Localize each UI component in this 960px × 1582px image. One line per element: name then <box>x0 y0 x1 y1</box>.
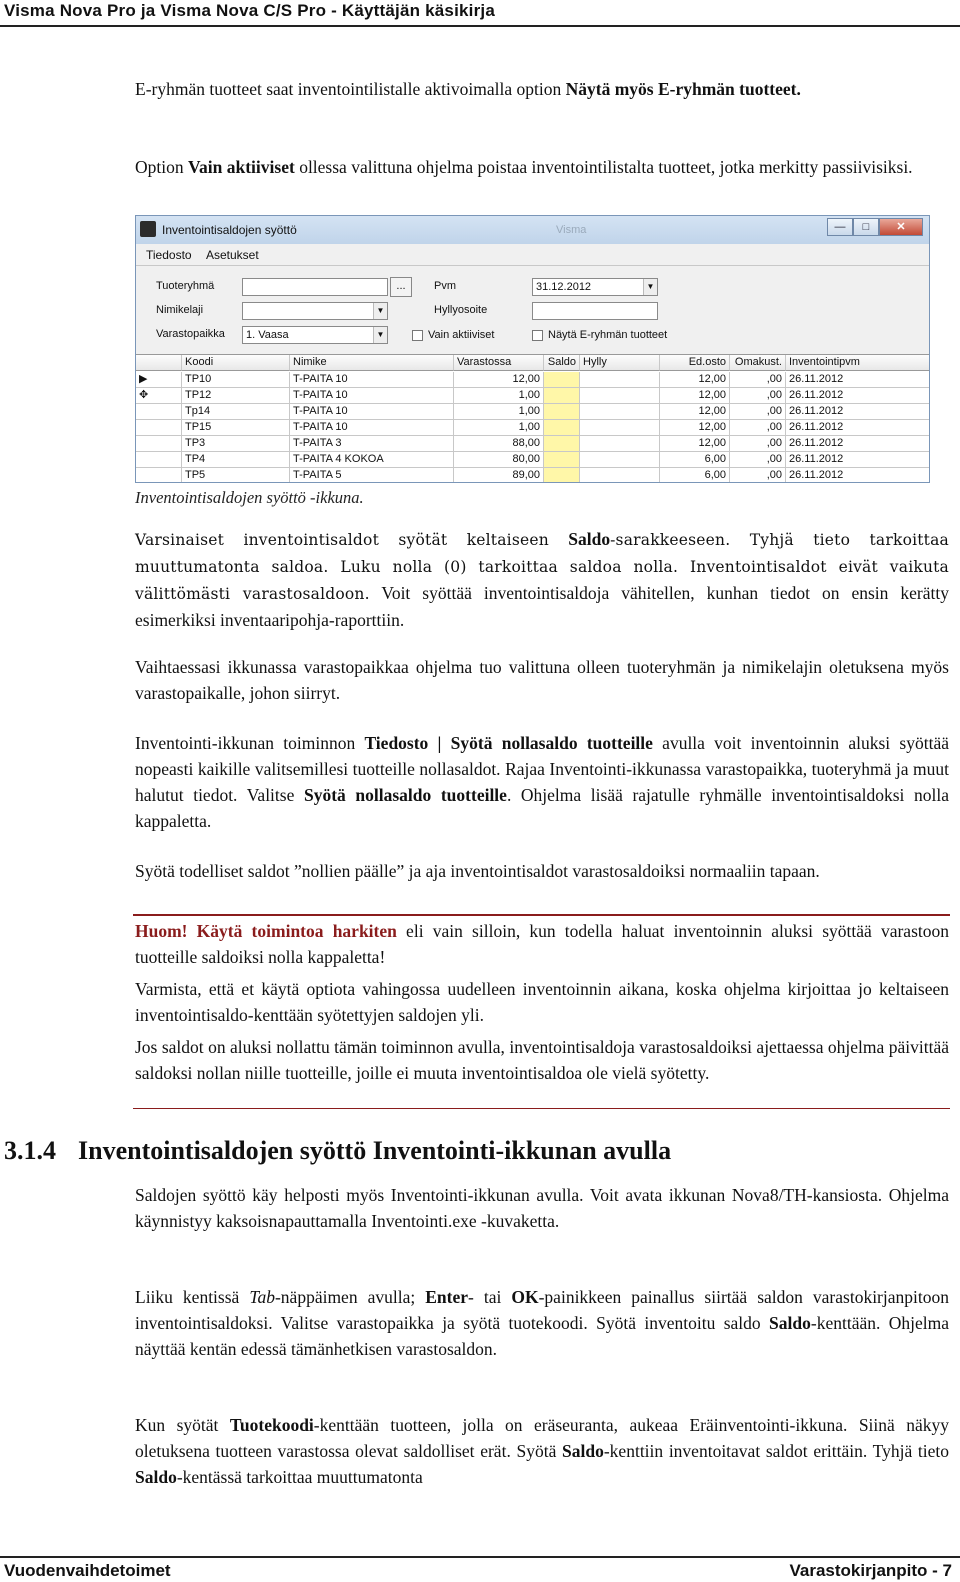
cell-saldo[interactable] <box>544 404 580 420</box>
paragraph-zero-saldo <box>135 730 949 834</box>
section-number: 3.1.4 <box>4 1136 56 1165</box>
cell-marker <box>136 468 182 483</box>
cell-code: TP3 <box>182 436 290 452</box>
figure-caption: Inventointisaldojen syöttö -ikkuna. <box>135 488 364 507</box>
cell-stock: 88,00 <box>454 436 544 452</box>
paragraph-verify: Varmista, että et käytä optiota vahingossa uudelleen inventoinnin aikana, koska ohjelma kirjoittaa jo keltaiseen inventointisaldo-kenttään syötettyjen saldojen yli. <box>135 979 949 1025</box>
cell-shelf <box>580 468 660 483</box>
text: ollessa valittuna ohjelma poistaa inventointilistalta tuotteet, jotka merkitty passiivisiksi. <box>294 157 913 177</box>
label-item-type: Nimikelaji <box>156 304 204 316</box>
button-name: OK <box>511 1287 539 1307</box>
text: -kenttään. Ohjelma näyttää kentän edessä tämänhetkisen varastosaldon. <box>135 1313 949 1359</box>
cell-stock: 80,00 <box>454 452 544 468</box>
item-type-select[interactable] <box>242 302 388 320</box>
show-e-group-checkbox[interactable] <box>532 330 543 341</box>
cell-code: TP15 <box>182 420 290 436</box>
grid-header <box>136 355 929 371</box>
text: Inventointi-ikkunan toiminnon <box>135 733 365 753</box>
cell-shelf <box>580 388 660 404</box>
cell-saldo[interactable] <box>544 388 580 404</box>
product-group-field[interactable] <box>242 278 388 296</box>
cell-shelf <box>580 436 660 452</box>
label-active-only: Vain aktiiviset <box>428 329 495 341</box>
key-name: Enter <box>425 1287 469 1307</box>
dropdown-arrow-icon: ▼ <box>643 279 657 295</box>
cell-stock: 1,00 <box>454 404 544 420</box>
inventory-window-screenshot <box>135 215 930 483</box>
table-row[interactable] <box>136 452 929 468</box>
cell-shelf <box>580 372 660 388</box>
menu-settings[interactable]: Asetukset <box>206 248 259 262</box>
cell-stock: 1,00 <box>454 420 544 436</box>
text: -painikkeen painallus siirtää saldon varastokirjanpitoon inventointisaldoksi. Valitse varastopaikka ja syötä tuotekoodi. Syötä inventoitu saldo <box>135 1287 949 1333</box>
field-name: Saldo <box>769 1313 811 1333</box>
text: Voit syöttää inventointisaldoja vähitellen, kunhan tiedot on ensin kerätty esimerkiksi inventaaripohja-raporttiin. <box>135 583 949 630</box>
paragraph-enter-real-saldo: Syötä todelliset saldot ”nollien päälle” ja aja inventointisaldot varastosaldoiksi normaaliin tapaan. <box>135 861 820 881</box>
paragraph-navigation <box>135 1284 949 1362</box>
paragraph-e-group <box>135 76 949 102</box>
paragraph-location-change: Vaihtaessasi ikkunassa varastopaikkaa ohjelma tuo valittuna olleen tuoteryhmän ja nimikelajin oletuksena myös varastopaikalle, johon siirryt. <box>135 657 949 703</box>
header-title: Visma Nova Pro ja Visma Nova C/S Pro - Käyttäjän käsikirja <box>4 1 495 20</box>
cell-saldo[interactable] <box>544 452 580 468</box>
cell-code: TP10 <box>182 372 290 388</box>
text: Liiku kentissä <box>135 1287 250 1307</box>
paragraph-zeroed: Jos saldot on aluksi nollattu tämän toiminnon avulla, inventointisaldoja varastosaldoiksi ajettaessa ohjelma päivittää saldoksi nollan niille tuotteille, joille ei muuta inventointisaldoa ole vielä syötetty. <box>135 1037 949 1083</box>
cell-cost: ,00 <box>730 388 786 404</box>
inventory-grid <box>136 354 929 483</box>
cell-date: 26.11.2012 <box>786 452 930 468</box>
dropdown-arrow-icon: ▼ <box>373 303 387 319</box>
paragraph-inventory-window: Saldojen syöttö käy helposti myös Inventointi-ikkunan avulla. Voit avata ikkunan Nova8/TH-kansiosta. Ohjelma käynnistyy kaksoisnapauttamalla Inventointi.exe -kuvaketta. <box>135 1185 949 1231</box>
cell-saldo[interactable] <box>544 372 580 388</box>
background-window-title: Visma <box>556 224 587 236</box>
text: E-ryhmän tuotteet saat inventointilistalle aktivoimalla option <box>135 79 566 99</box>
label-shelf: Hyllyosoite <box>434 304 488 316</box>
paragraph-active-only <box>135 154 949 180</box>
cell-last: 12,00 <box>660 372 730 388</box>
text: Option <box>135 157 188 177</box>
section-title: Inventointisaldojen syöttö Inventointi-ikkunan avulla <box>78 1136 672 1165</box>
label-show-e-group: Näytä E-ryhmän tuotteet <box>548 329 668 341</box>
text: -kentässä tarkoittaa muuttumatonta <box>176 1467 423 1487</box>
field-name: Saldo <box>135 1467 177 1487</box>
warning-huom <box>135 918 949 970</box>
cell-name: T-PAITA 10 <box>290 388 454 404</box>
cell-cost: ,00 <box>730 452 786 468</box>
col-name[interactable]: Nimike <box>290 355 454 371</box>
paragraph-batch <box>135 1412 949 1490</box>
text: -näppäimen avulla; <box>274 1287 426 1307</box>
cell-date: 26.11.2012 <box>786 468 930 483</box>
cell-name: T-PAITA 10 <box>290 404 454 420</box>
section-heading <box>4 1136 671 1166</box>
cell-saldo[interactable] <box>544 420 580 436</box>
cell-last: 12,00 <box>660 388 730 404</box>
cell-shelf <box>580 404 660 420</box>
col-code[interactable]: Koodi <box>182 355 290 371</box>
cell-date: 26.11.2012 <box>786 372 930 388</box>
option-name: Vain aktiiviset <box>188 157 295 177</box>
cell-name: T-PAITA 10 <box>290 372 454 388</box>
menubar <box>136 244 929 266</box>
cell-date: 26.11.2012 <box>786 388 930 404</box>
footer-right: Varastokirjanpito - 7 <box>789 1561 952 1580</box>
cell-marker: ✥ <box>136 388 182 404</box>
date-value: 31.12.2012 <box>536 281 592 293</box>
cell-cost: ,00 <box>730 468 786 483</box>
cell-stock: 89,00 <box>454 468 544 483</box>
cell-date: 26.11.2012 <box>786 420 930 436</box>
cell-date: 26.11.2012 <box>786 436 930 452</box>
cell-shelf <box>580 452 660 468</box>
label-product-group: Tuoteryhmä <box>156 280 215 292</box>
cell-marker: ▶ <box>136 372 182 388</box>
col-saldo[interactable]: Saldo <box>544 355 580 371</box>
text: -sarakkeeseen. Tyhjä tieto tarkoittaa muuttumatonta saldoa. Luku nolla (0) tarkoittaa saldoa nolla. Inventointisaldot eivät vaikuta välittömästi varastosaldoon. <box>135 531 949 603</box>
window-title: Inventointisaldojen syöttö <box>162 223 297 237</box>
col-cost[interactable]: Omakust. <box>730 355 786 371</box>
cell-last: 12,00 <box>660 404 730 420</box>
cell-stock: 12,00 <box>454 372 544 388</box>
cell-marker <box>136 436 182 452</box>
menu-file[interactable]: Tiedosto <box>146 248 192 262</box>
text: - tai <box>468 1287 512 1307</box>
cell-name: T-PAITA 4 KOKOA <box>290 452 454 468</box>
browse-button[interactable]: ... <box>390 277 412 297</box>
cell-last: 6,00 <box>660 452 730 468</box>
table-row[interactable] <box>136 436 929 452</box>
table-row[interactable] <box>136 404 929 420</box>
text: -kenttään tuotteen, jolla on eräseuranta, aukeaa Eräinventointi-ikkuna. Siinä näkyy oletuksena tuotteen varastossa olevat saldolliset erät. Syötä <box>135 1415 949 1461</box>
label-location: Varastopaikka <box>156 328 225 340</box>
cell-date: 26.11.2012 <box>786 404 930 420</box>
column-name: Saldo <box>568 529 611 549</box>
cell-code: TP12 <box>182 388 290 404</box>
maximize-button[interactable]: □ <box>853 218 879 236</box>
footer-left: Vuodenvaihdetoimet <box>4 1561 171 1580</box>
cell-cost: ,00 <box>730 436 786 452</box>
option-name: Näytä myös E-ryhmän tuotteet. <box>565 79 801 99</box>
warning-label: Huom! Käytä toimintoa harkiten <box>135 921 397 941</box>
command-name: Syötä nollasaldo tuotteille <box>303 785 507 805</box>
active-only-checkbox[interactable] <box>412 330 423 341</box>
location-value: 1. Vaasa <box>246 329 289 341</box>
table-row[interactable] <box>136 388 929 404</box>
cell-last: 12,00 <box>660 420 730 436</box>
paragraph-saldo <box>135 526 949 633</box>
text: . Ohjelma lisää rajatulle ryhmälle inventointisaldoksi nolla kappaletta. <box>135 785 949 831</box>
col-last-purchase[interactable]: Ed.osto <box>660 355 730 371</box>
text: avulla voit inventoinnin aluksi syöttää nopeasti kaikille valitsemillesi tuotteille nollasaldot. Rajaa Inventointi-ikkunassa varastopaikka, tuoteryhmä ja muut halutut tiedot. Valitse <box>135 733 949 805</box>
table-row[interactable] <box>136 372 929 388</box>
page-footer <box>0 1556 960 1582</box>
cell-name: T-PAITA 5 <box>290 468 454 483</box>
table-row[interactable] <box>136 468 929 483</box>
location-select[interactable] <box>242 326 388 344</box>
shelf-field[interactable] <box>532 302 658 320</box>
cell-last: 12,00 <box>660 436 730 452</box>
app-icon <box>140 221 156 237</box>
cell-cost: ,00 <box>730 372 786 388</box>
field-name: Saldo <box>562 1441 604 1461</box>
cell-saldo[interactable] <box>544 468 580 483</box>
window-controls <box>827 218 923 236</box>
text: -kenttiin inventoitavat saldot erittäin. Tyhjä tieto <box>603 1441 949 1461</box>
cell-code: Tp14 <box>182 404 290 420</box>
window-titlebar <box>136 216 929 244</box>
cell-marker <box>136 420 182 436</box>
cell-saldo[interactable] <box>544 436 580 452</box>
date-field[interactable] <box>532 278 658 296</box>
col-inventory-date[interactable]: Inventointipvm <box>786 355 930 371</box>
cell-name: T-PAITA 10 <box>290 420 454 436</box>
col-stock[interactable]: Varastossa <box>454 355 544 371</box>
warning-divider-bottom <box>133 1108 950 1109</box>
cell-last: 6,00 <box>660 468 730 483</box>
row-marker-header <box>136 355 182 371</box>
dropdown-arrow-icon: ▼ <box>373 327 387 343</box>
text: Varsinaiset inventointisaldot syötät keltaiseen <box>135 531 569 549</box>
filter-form <box>136 266 929 354</box>
minimize-button[interactable]: — <box>827 218 853 236</box>
warning-divider <box>133 914 950 916</box>
close-button[interactable]: ✕ <box>879 218 923 236</box>
label-date: Pvm <box>434 280 456 292</box>
cell-marker <box>136 404 182 420</box>
cell-stock: 1,00 <box>454 388 544 404</box>
cell-code: TP5 <box>182 468 290 483</box>
field-name: Tuotekoodi <box>229 1415 314 1435</box>
text: eli vain silloin, kun todella haluat inventoinnin aluksi syöttää varastoon tuotteille saldoiksi nolla kappaletta! <box>135 921 949 967</box>
cell-marker <box>136 452 182 468</box>
cell-cost: ,00 <box>730 404 786 420</box>
cell-shelf <box>580 420 660 436</box>
key-name: Tab <box>249 1287 275 1307</box>
table-row[interactable] <box>136 420 929 436</box>
cell-name: T-PAITA 3 <box>290 436 454 452</box>
text: Kun syötät <box>135 1415 230 1435</box>
page-header <box>0 0 960 27</box>
menu-path: Tiedosto | Syötä nollasaldo tuotteille <box>364 733 653 753</box>
cell-cost: ,00 <box>730 420 786 436</box>
col-shelf[interactable]: Hylly <box>580 355 660 371</box>
cell-code: TP4 <box>182 452 290 468</box>
